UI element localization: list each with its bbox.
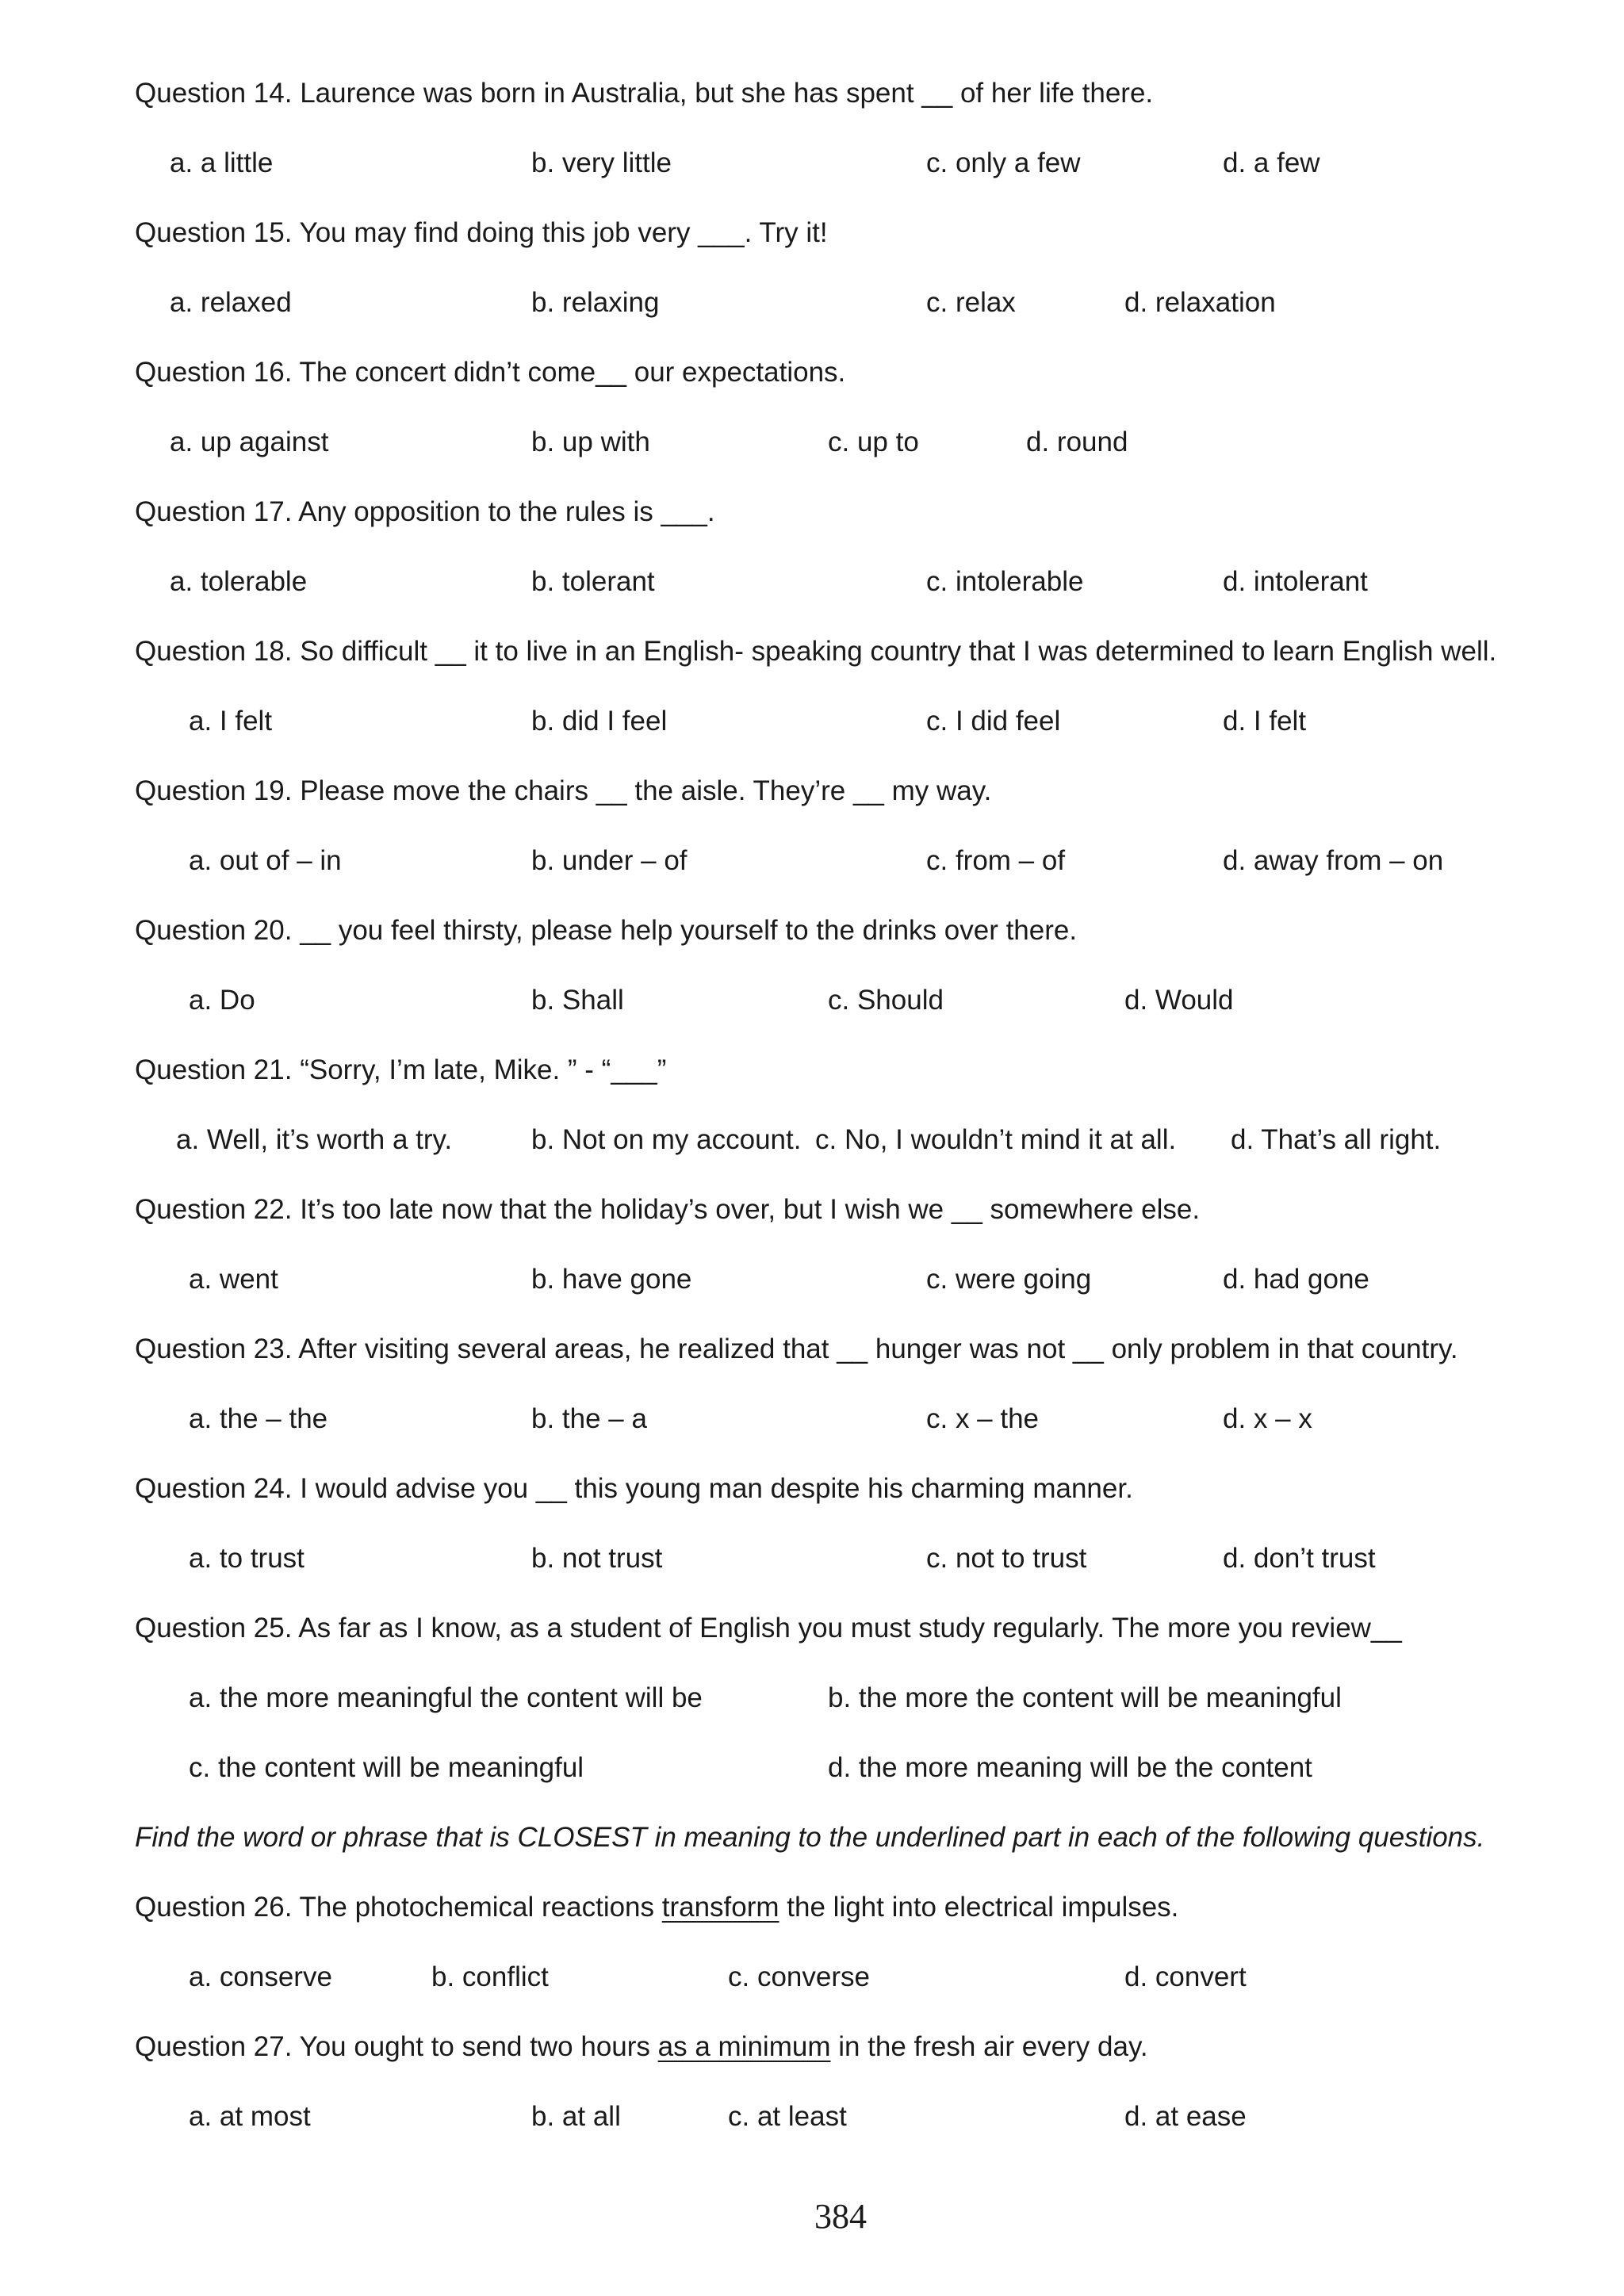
- question-16-option-b: b. up with: [531, 427, 650, 457]
- question-27-stem-after: in the fresh air every day.: [830, 2031, 1148, 2062]
- question-23-option-b: b. the – a: [531, 1403, 647, 1434]
- question-25-option-a: a. the more meaningful the content will be: [189, 1682, 703, 1713]
- question-18-option-b: b. did I feel: [531, 706, 668, 737]
- question-22-option-d: d. had gone: [1223, 1264, 1369, 1295]
- question-21-stem: Question 21. “Sorry, I’m late, Mike. ” - “___”: [135, 1054, 667, 1085]
- question-17-option-a: a. tolerable: [170, 566, 308, 597]
- question-25-stem: Question 25. As far as I know, as a student of English you must study regularly. The more you review__: [135, 1613, 1402, 1644]
- question-26-option-a: a. conserve: [189, 1961, 332, 1992]
- question-15-option-b: b. relaxing: [531, 287, 660, 318]
- question-22-option-a: a. went: [189, 1264, 278, 1295]
- question-20-option-a: a. Do: [189, 985, 255, 1016]
- question-24-option-d: d. don’t trust: [1223, 1543, 1376, 1574]
- question-27-stem: [135, 2027, 1148, 2067]
- question-27-option-b: b. at all: [531, 2101, 621, 2132]
- question-15-option-d: d. relaxation: [1124, 287, 1276, 318]
- question-21-option-a: a. Well, it’s worth a try.: [176, 1124, 453, 1155]
- question-17-option-c: c. intolerable: [926, 566, 1084, 597]
- question-24-option-c: c. not to trust: [926, 1543, 1087, 1574]
- question-26-stem-after: the light into electrical impulses.: [779, 1892, 1179, 1923]
- question-14-option-c: c. only a few: [926, 147, 1081, 178]
- page-number: 384: [814, 2197, 867, 2236]
- question-21-option-c: c. No, I wouldn’t mind it at all.: [815, 1124, 1177, 1155]
- question-20-stem: Question 20. __ you feel thirsty, please help yourself to the drinks over there.: [135, 915, 1078, 946]
- question-15-option-a: a. relaxed: [170, 287, 292, 318]
- question-25-option-b: b. the more the content will be meaningful: [828, 1682, 1342, 1713]
- question-26-stem: [135, 1888, 1178, 1927]
- question-23-stem: Question 23. After visiting several areas, he realized that __ hunger was not __ only problem in that country.: [135, 1334, 1458, 1364]
- question-19-option-c: c. from – of: [926, 845, 1066, 876]
- question-15-option-c: c. relax: [926, 287, 1016, 318]
- question-25-option-c: c. the content will be meaningful: [189, 1752, 584, 1783]
- question-18-stem: Question 18. So difficult __ it to live in an English- speaking country that I was determined to learn English well.: [135, 636, 1497, 667]
- question-26-option-d: d. convert: [1124, 1961, 1247, 1992]
- question-17-stem: Question 17. Any opposition to the rules is ___.: [135, 496, 715, 527]
- question-20-option-b: b. Shall: [531, 985, 624, 1016]
- question-27-underlined-phrase: as a minimum: [657, 2031, 831, 2062]
- question-16-option-a: a. up against: [170, 427, 329, 457]
- question-19-stem: Question 19. Please move the chairs __ the aisle. They’re __ my way.: [135, 775, 992, 806]
- question-22-option-b: b. have gone: [531, 1264, 692, 1295]
- question-22-stem: Question 22. It’s too late now that the holiday’s over, but I wish we __ somewhere else.: [135, 1194, 1201, 1225]
- section-instruction: Find the word or phrase that is CLOSEST in meaning to the underlined part in each of the following questions.: [135, 1822, 1485, 1853]
- question-27-stem-before: Question 27. You ought to send two hours: [135, 2031, 658, 2062]
- question-27-option-c: c. at least: [728, 2101, 847, 2132]
- question-19-option-a: a. out of – in: [189, 845, 342, 876]
- question-20-option-c: c. Should: [828, 985, 944, 1016]
- question-23-option-d: d. x – x: [1223, 1403, 1312, 1434]
- question-17-option-d: d. intolerant: [1223, 566, 1368, 597]
- question-27-option-a: a. at most: [189, 2101, 311, 2132]
- question-21-option-b: b. Not on my account.: [531, 1124, 802, 1155]
- question-23-option-a: a. the – the: [189, 1403, 328, 1434]
- question-24-stem: Question 24. I would advise you __ this young man despite his charming manner.: [135, 1473, 1133, 1504]
- question-26-stem-before: Question 26. The photochemical reactions: [135, 1892, 662, 1923]
- question-16-option-d: d. round: [1026, 427, 1128, 457]
- question-21-option-d: d. That’s all right.: [1231, 1124, 1442, 1155]
- question-25-option-d: d. the more meaning will be the content: [828, 1752, 1312, 1783]
- question-26-option-b: b. conflict: [431, 1961, 549, 1992]
- question-16-stem: Question 16. The concert didn’t come__ our expectations.: [135, 357, 846, 388]
- question-24-option-a: a. to trust: [189, 1543, 304, 1574]
- question-26-underlined-word: transform: [661, 1892, 779, 1923]
- question-14-option-b: b. very little: [531, 147, 672, 178]
- question-16-option-c: c. up to: [828, 427, 919, 457]
- question-15-stem: Question 15. You may find doing this job very ___. Try it!: [135, 217, 828, 248]
- question-20-option-d: d. Would: [1124, 985, 1234, 1016]
- question-14-option-a: a. a little: [170, 147, 274, 178]
- question-14-option-d: d. a few: [1223, 147, 1320, 178]
- question-18-option-d: d. I felt: [1223, 706, 1307, 737]
- question-14-stem: Question 14. Laurence was born in Australia, but she has spent __ of her life there.: [135, 78, 1154, 109]
- question-27-option-d: d. at ease: [1124, 2101, 1247, 2132]
- question-23-option-c: c. x – the: [926, 1403, 1040, 1434]
- question-22-option-c: c. were going: [926, 1264, 1092, 1295]
- question-18-option-c: c. I did feel: [926, 706, 1061, 737]
- question-19-option-b: b. under – of: [531, 845, 688, 876]
- question-26-option-c: c. converse: [728, 1961, 870, 1992]
- question-19-option-d: d. away from – on: [1223, 845, 1444, 876]
- question-18-option-a: a. I felt: [189, 706, 273, 737]
- question-24-option-b: b. not trust: [531, 1543, 663, 1574]
- question-17-option-b: b. tolerant: [531, 566, 655, 597]
